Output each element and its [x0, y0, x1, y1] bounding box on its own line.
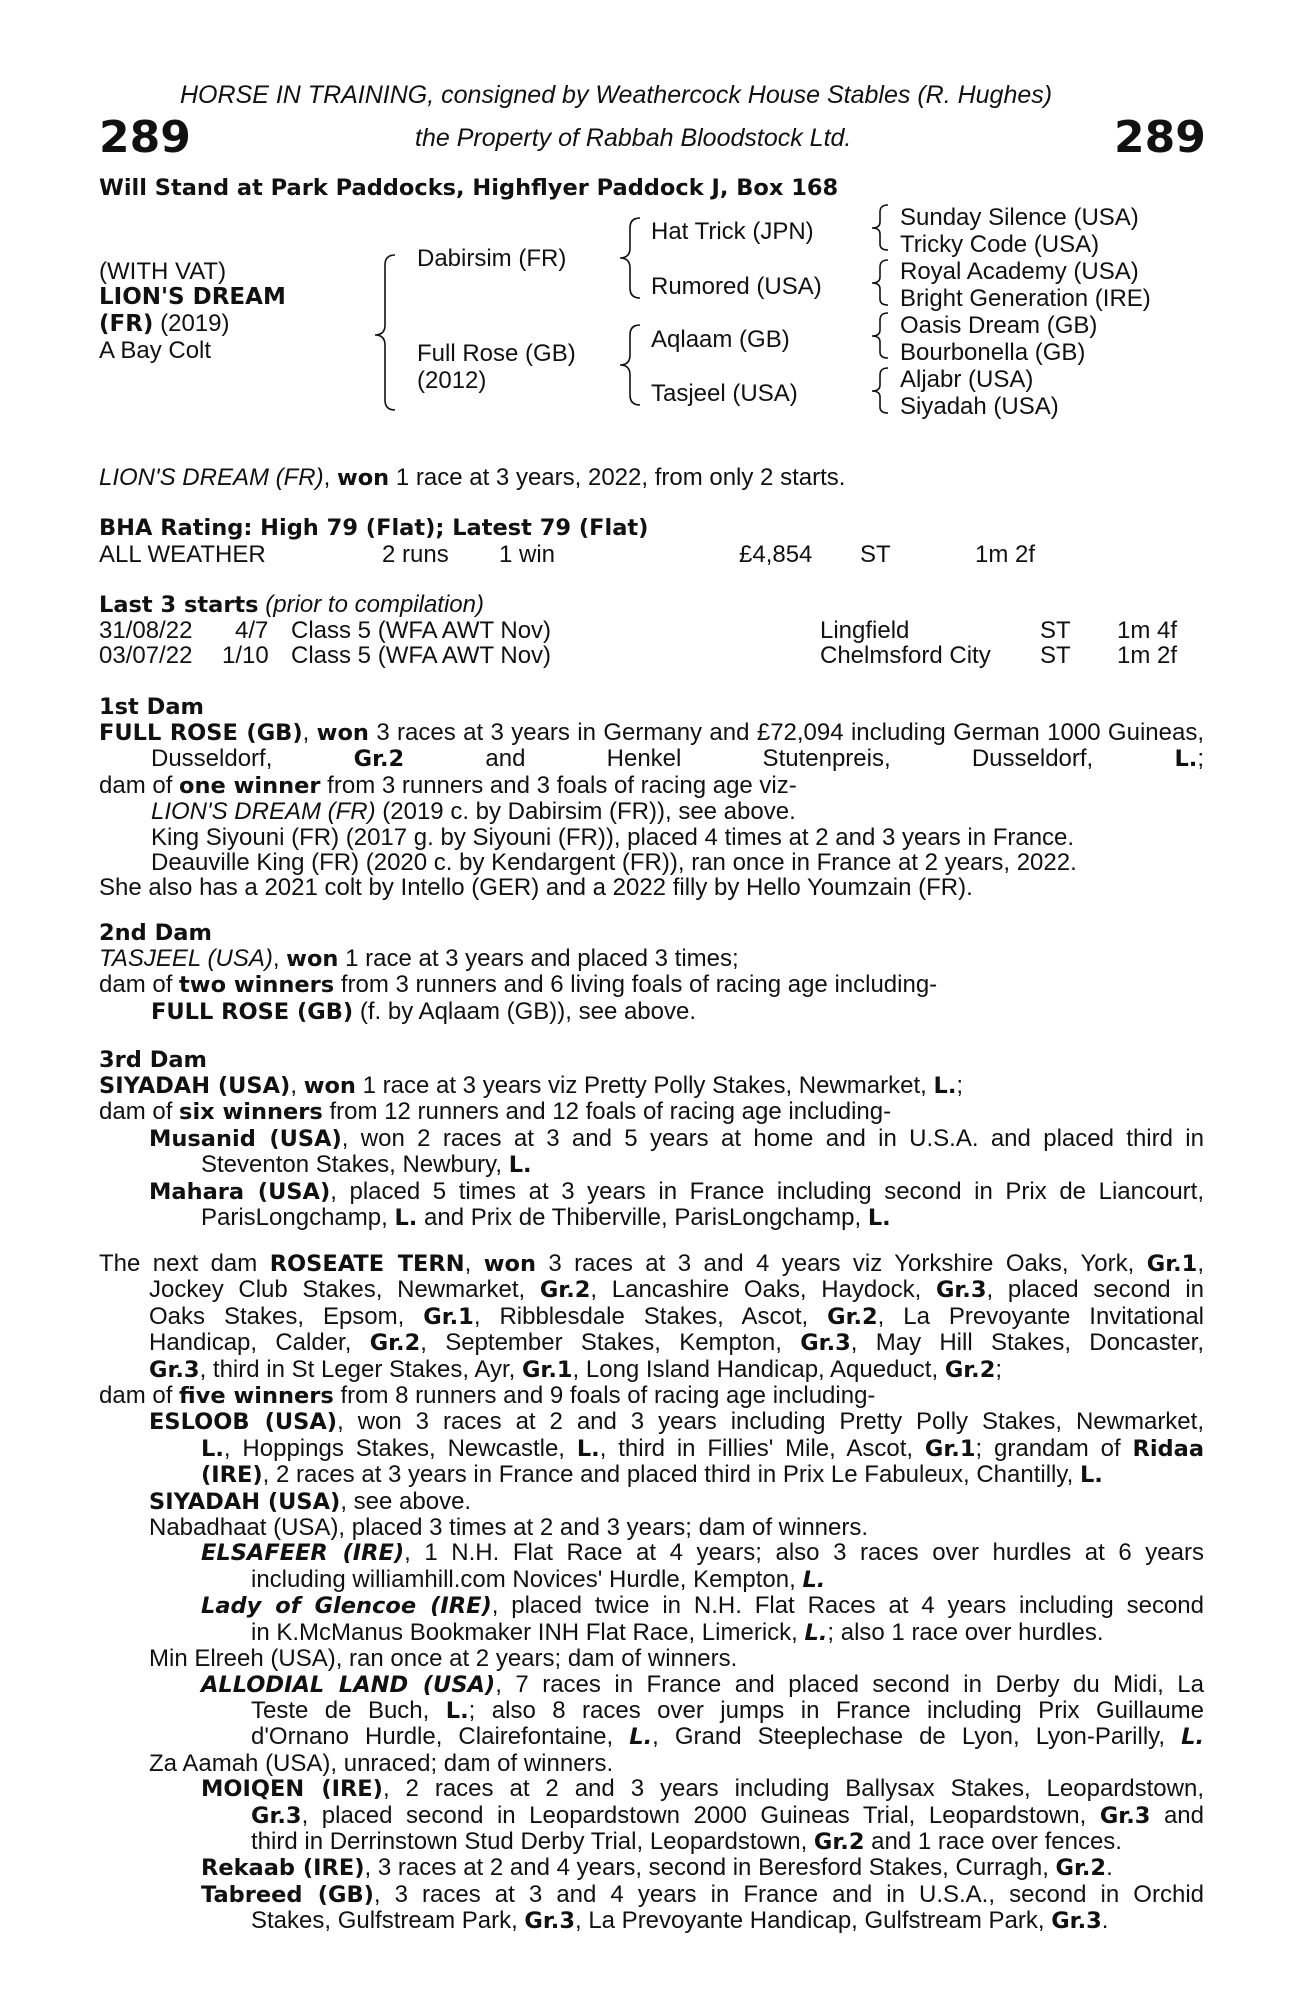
vat-label: (WITH VAT)	[99, 258, 227, 285]
list-item: Nabadhaat (USA), placed 3 times at 2 and 3 years; dam of winners.	[149, 1514, 869, 1542]
list-item: LION'S DREAM (FR) (2019 c. by Dabirsim (FR)), see above.	[151, 798, 796, 826]
dam-of-line: dam of five winners from 8 runners and 9 foals of racing age including-	[99, 1382, 876, 1410]
great-grandparent-4: Bright Generation (IRE)	[900, 285, 1151, 312]
start-date: 03/07/22	[99, 642, 193, 669]
consignment-line: HORSE IN TRAINING, consigned by Weathercock House Stables (R. Hughes)	[180, 81, 1053, 109]
start-distance: 1m 2f	[1117, 642, 1178, 669]
start-class: Class 5 (WFA AWT Nov)	[291, 617, 552, 644]
dam: Full Rose (GB)	[417, 340, 576, 367]
list-item: Za Aamah (USA), unraced; dam of winners.	[149, 1749, 614, 1777]
section-heading: 3rd Dam	[99, 1047, 207, 1073]
rating-going: ST	[860, 541, 891, 568]
dam-record-cont: Jockey Club Stakes, Newmarket, Gr.2, Lancashire Oaks, Haydock, Gr.3, placed second in	[149, 1276, 1204, 1304]
second-dam-section	[99, 920, 1204, 1025]
section-heading: 2nd Dam	[99, 920, 212, 946]
start-class: Class 5 (WFA AWT Nov)	[291, 642, 552, 669]
dam-record: SIYADAH (USA), won 1 race at 3 years viz Pretty Polly Stakes, Newmarket, L.;	[99, 1072, 964, 1099]
bha-rating: BHA Rating: High 79 (Flat); Latest 79 (Flat)	[99, 515, 649, 541]
dam-record-cont: Handicap, Calder, Gr.2, September Stakes, Kempton, Gr.3, May Hill Stakes, Doncaster,	[149, 1329, 1205, 1357]
great-grandparent-8: Siyadah (USA)	[900, 393, 1059, 420]
start-distance: 1m 4f	[1117, 617, 1178, 644]
dam-record: The next dam ROSEATE TERN, won 3 races at 3 and 4 years viz Yorkshire Oaks, York, Gr.1,	[99, 1250, 1204, 1277]
sub-list-item-cont: Stakes, Gulfstream Park, Gr.3, La Prevoyante Handicap, Gulfstream Park, Gr.3.	[251, 1907, 1109, 1935]
list-item: Deauville King (FR) (2020 c. by Kendargent (FR)), ran once in France at 2 years, 2022.	[151, 849, 1077, 877]
third-dam-section	[99, 1047, 1204, 1231]
start-course: Lingfield	[820, 617, 910, 644]
sub-list-item-cont: d'Ornano Hurdle, Clairefontaine, L., Grand Steeplechase de Lyon, Lyon-Parilly, L.	[251, 1723, 1205, 1751]
start-position: 4/7	[235, 617, 269, 644]
sub-list-item-cont: including williamhill.com Novices' Hurdle, Kempton, L.	[251, 1565, 826, 1593]
start-course: Chelmsford City	[820, 642, 991, 669]
horse-description: A Bay Colt	[99, 337, 212, 364]
section-heading: 1st Dam	[99, 694, 204, 720]
sub-list-item-cont: in K.McManus Bookmaker INH Flat Race, Limerick, L.; also 1 race over hurdles.	[251, 1618, 1104, 1646]
sub-list-item: ALLODIAL LAND (USA), 7 races in France and placed second in Derby du Midi, La	[201, 1670, 1204, 1698]
stand-location: Will Stand at Park Paddocks, Highflyer Paddock J, Box 168	[99, 175, 839, 201]
lot-number-left: 289	[99, 112, 191, 163]
dam-year: (2012)	[417, 367, 487, 394]
great-grandparent-6: Bourbonella (GB)	[900, 339, 1086, 366]
list-item-cont: Steventon Stakes, Newbury, L.	[201, 1151, 532, 1179]
dam-record: FULL ROSE (GB), won 3 races at 3 years in Germany and £72,094 including German 1000 Guineas, Dusseldorf, Gr.2 and Henkel Stutenpreis, Dusseldorf, L.;	[99, 719, 1205, 773]
horse-name-country: (FR) (2019)	[99, 310, 230, 337]
sub-list-item: Rekaab (IRE), 3 races at 2 and 4 years, second in Beresford Stakes, Curragh, Gr.2.	[201, 1854, 1113, 1882]
rating-surface: ALL WEATHER	[99, 541, 266, 568]
sub-list-item: Lady of Glencoe (IRE), placed twice in N.H. Flat Races at 4 years including second	[201, 1592, 1205, 1620]
start-date: 31/08/22	[99, 617, 193, 644]
start-going: ST	[1040, 642, 1071, 669]
sire-sire: Hat Trick (JPN)	[651, 218, 814, 245]
sub-list-item-cont: third in Derrinstown Stud Derby Trial, Leopardstown, Gr.2 and 1 race over fences.	[251, 1827, 1122, 1855]
horse-name: LION'S DREAM	[99, 284, 286, 310]
list-item: SIYADAH (USA), see above.	[149, 1487, 472, 1515]
race-summary: LION'S DREAM (FR), won 1 race at 3 years, 2022, from only 2 starts.	[99, 464, 846, 491]
great-grandparent-5: Oasis Dream (GB)	[900, 312, 1098, 339]
first-dam-section	[99, 694, 1204, 901]
rating-distance: 1m 2f	[975, 541, 1036, 568]
property-line: the Property of Rabbah Bloodstock Ltd.	[415, 124, 852, 152]
dam-record-cont: Oaks Stakes, Epsom, Gr.1, Ribblesdale Stakes, Ascot, Gr.2, La Prevoyante Invitational	[149, 1302, 1205, 1330]
rating-wins: 1 win	[499, 541, 556, 568]
dam-record-cont: Gr.3, third in St Leger Stakes, Ayr, Gr.1, Long Island Handicap, Aqueduct, Gr.2;	[149, 1355, 1003, 1383]
sub-list-item-cont: Gr.3, placed second in Leopardstown 2000 Guineas Trial, Leopardstown, Gr.3 and	[251, 1801, 1204, 1829]
list-item: Musanid (USA), won 2 races at 3 and 5 years at home and in U.S.A. and placed third in	[149, 1124, 1204, 1152]
start-position: 1/10	[222, 642, 269, 669]
list-item: FULL ROSE (GB) (f. by Aqlaam (GB)), see above.	[151, 997, 697, 1025]
next-dam-section	[99, 1251, 1204, 1935]
great-grandparent-7: Aljabr (USA)	[900, 366, 1034, 393]
list-item: ESLOOB (USA), won 3 races at 2 and 3 years including Pretty Polly Stakes, Newmarket,	[149, 1408, 1204, 1436]
dam-of-line: dam of one winner from 3 runners and 3 foals of racing age viz-	[99, 771, 797, 799]
sub-list-item: Tabreed (GB), 3 races at 3 and 4 years in France and in U.S.A., second in Orchid	[201, 1880, 1204, 1908]
list-item-cont: (IRE), 2 races at 3 years in France and placed third in Prix Le Fabuleux, Chantilly, L.	[201, 1461, 1103, 1489]
sub-list-item-cont: Teste de Buch, L.; also 8 races over jumps in France including Prix Guillaume	[251, 1696, 1205, 1724]
rating-runs: 2 runs	[382, 541, 449, 568]
great-grandparent-3: Royal Academy (USA)	[900, 258, 1139, 285]
great-grandparent-1: Sunday Silence (USA)	[900, 204, 1139, 231]
sire-dam: Rumored (USA)	[651, 273, 822, 300]
dam-of-line: dam of six winners from 12 runners and 12 foals of racing age including-	[99, 1098, 892, 1126]
list-item: Min Elreeh (USA), ran once at 2 years; dam of winners.	[149, 1645, 738, 1673]
list-item-cont: ParisLongchamp, L. and Prix de Thiberville, ParisLongchamp, L.	[201, 1204, 891, 1232]
last-starts-heading: Last 3 starts (prior to compilation)	[99, 591, 484, 618]
lot-number-right: 289	[1114, 112, 1206, 163]
dam-sire: Aqlaam (GB)	[651, 326, 790, 353]
great-grandparent-2: Tricky Code (USA)	[900, 231, 1100, 258]
list-item-cont: L., Hoppings Stakes, Newcastle, L., third in Fillies' Mile, Ascot, Gr.1; grandam of Ridaa	[201, 1434, 1205, 1462]
sub-list-item: MOIQEN (IRE), 2 races at 2 and 3 years including Ballysax Stakes, Leopardstown,	[201, 1775, 1204, 1803]
sub-list-item: ELSAFEER (IRE), 1 N.H. Flat Race at 4 years; also 3 races over hurdles at 6 years	[201, 1539, 1204, 1567]
dam-dam: Tasjeel (USA)	[651, 380, 798, 407]
also-has-line: She also has a 2021 colt by Intello (GER) and a 2022 filly by Hello Youmzain (FR).	[99, 874, 973, 902]
list-item: Mahara (USA), placed 5 times at 3 years in France including second in Prix de Liancourt,	[149, 1177, 1204, 1205]
rating-prize: £4,854	[739, 541, 813, 568]
dam-of-line: dam of two winners from 3 runners and 6 living foals of racing age including-	[99, 971, 938, 999]
start-going: ST	[1040, 617, 1071, 644]
sire: Dabirsim (FR)	[417, 245, 567, 272]
list-item: King Siyouni (FR) (2017 g. by Siyouni (FR)), placed 4 times at 2 and 3 years in France.	[151, 823, 1075, 851]
dam-record: TASJEEL (USA), won 1 race at 3 years and placed 3 times;	[99, 945, 739, 972]
